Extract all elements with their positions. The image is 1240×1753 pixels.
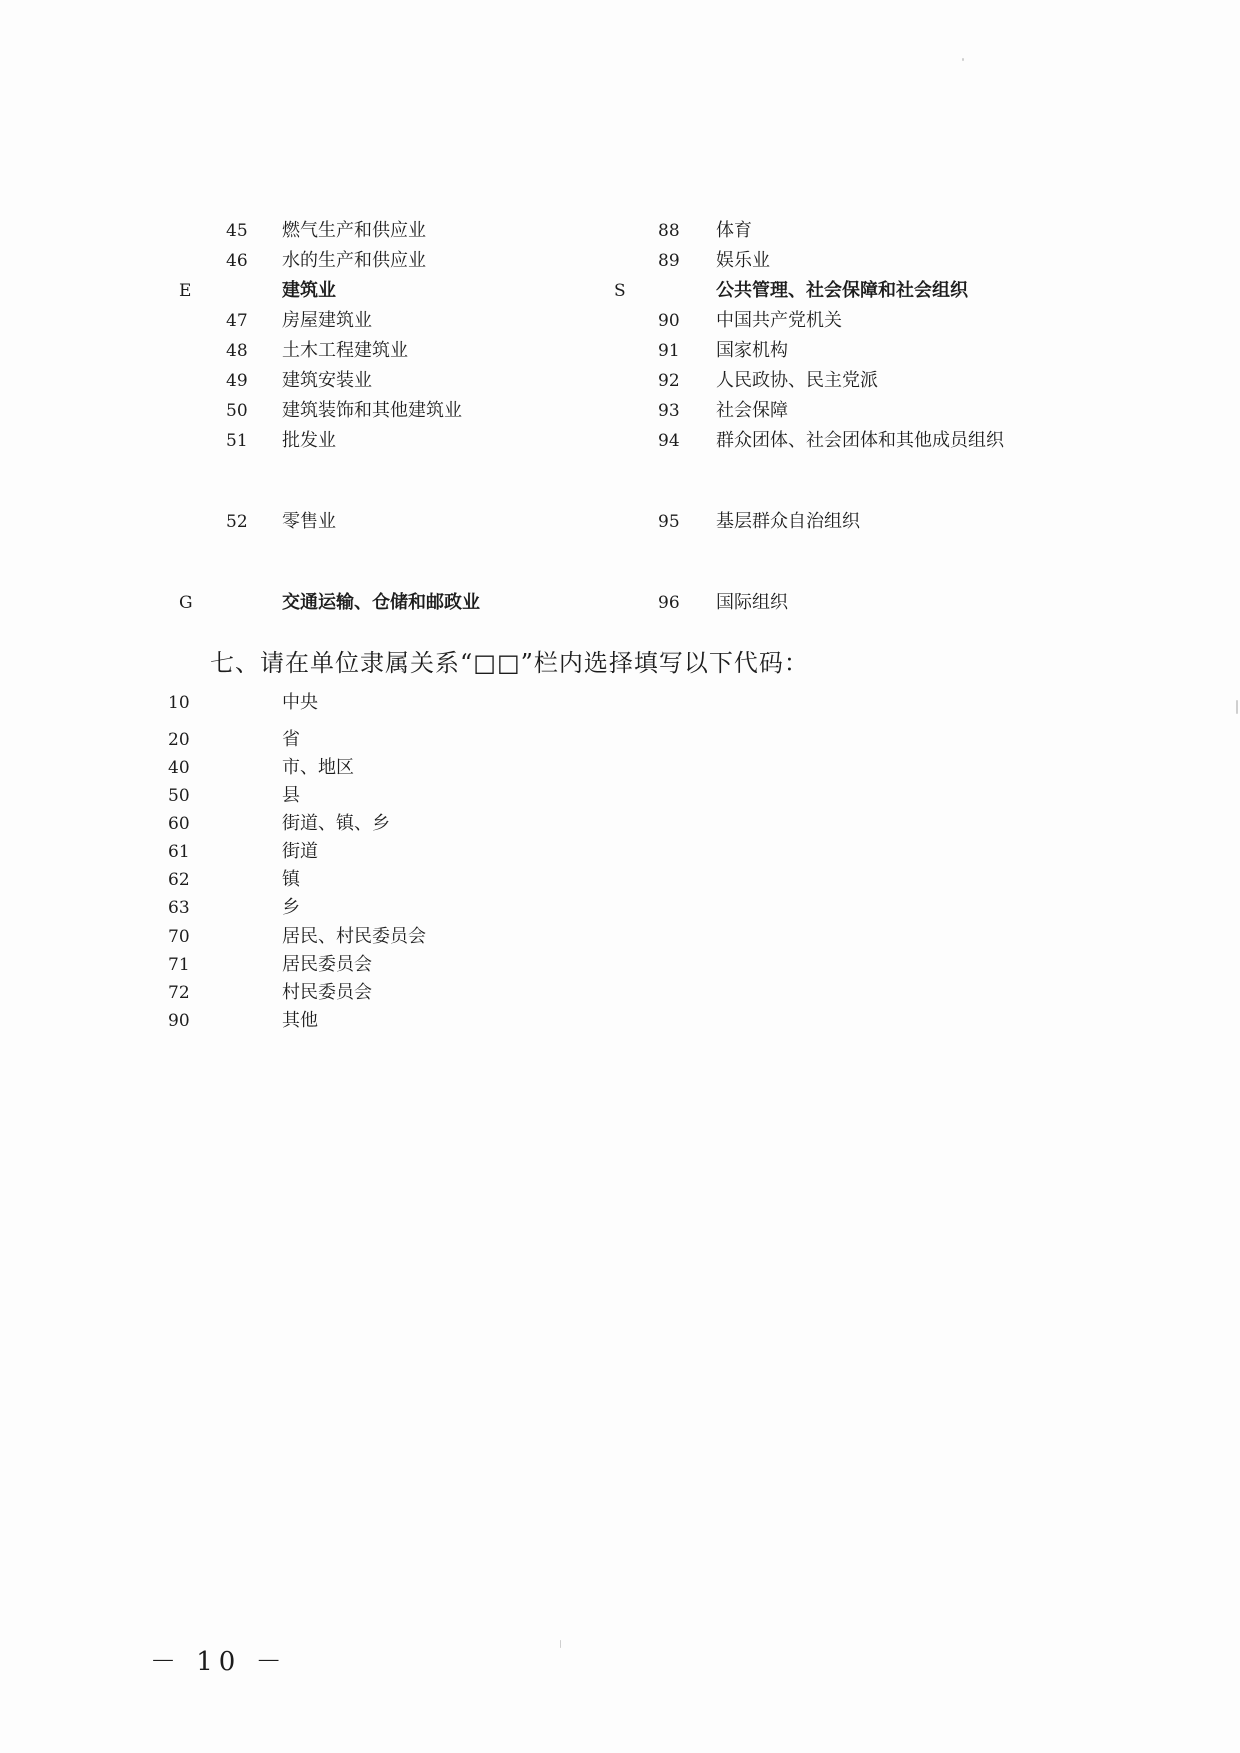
affiliation-name: 街道、镇、乡: [282, 813, 390, 834]
affiliation-code: 60: [168, 814, 190, 834]
affiliation-code: 20: [168, 730, 190, 750]
industry-name: 中国共产党机关: [716, 310, 842, 331]
affiliation-name: 其他: [282, 1010, 318, 1031]
industry-section-letter: G: [179, 593, 193, 613]
affiliation-name: 居民、村民委员会: [282, 926, 426, 947]
industry-name: 人民政协、民主党派: [716, 370, 878, 391]
industry-name: 批发业: [282, 430, 336, 451]
affiliation-code: 10: [168, 693, 190, 713]
industry-code: 45: [226, 221, 248, 241]
industry-name: 建筑装饰和其他建筑业: [282, 400, 462, 421]
industry-section-letter: S: [614, 281, 626, 301]
industry-code: 93: [658, 401, 680, 421]
industry-code: 96: [658, 593, 680, 613]
industry-code: 48: [226, 341, 248, 361]
industry-code: 52: [226, 512, 248, 532]
scan-speck: [560, 1640, 561, 1648]
affiliation-name: 中央: [282, 692, 318, 713]
affiliation-code: 61: [168, 842, 190, 862]
industry-code: 47: [226, 311, 248, 331]
industry-section-name: 交通运输、仓储和邮政业: [282, 592, 480, 613]
industry-code: 91: [658, 341, 680, 361]
affiliation-code: 72: [168, 983, 190, 1003]
industry-code: 92: [658, 371, 680, 391]
affiliation-name: 省: [282, 729, 300, 750]
industry-name: 水的生产和供应业: [282, 250, 426, 271]
industry-name: 建筑安装业: [282, 370, 372, 391]
industry-name: 群众团体、社会团体和其他成员组织: [716, 430, 1004, 451]
affiliation-code: 70: [168, 927, 190, 947]
affiliation-name: 街道: [282, 841, 318, 862]
affiliation-code: 90: [168, 1011, 190, 1031]
industry-code: 49: [226, 371, 248, 391]
affiliation-code: 63: [168, 898, 190, 918]
page-number: － 10 －: [150, 1647, 288, 1677]
affiliation-name: 市、地区: [282, 757, 354, 778]
affiliation-code: 40: [168, 758, 190, 778]
affiliation-code: 50: [168, 786, 190, 806]
section-7-heading: 七、请在单位隶属关系“□□”栏内选择填写以下代码：: [210, 649, 809, 677]
industry-name: 社会保障: [716, 400, 788, 421]
scan-speck: [1236, 700, 1238, 714]
industry-code: 51: [226, 431, 248, 451]
industry-name: 燃气生产和供应业: [282, 220, 426, 241]
industry-name: 基层群众自治组织: [716, 511, 860, 532]
industry-code: 95: [658, 512, 680, 532]
industry-name: 零售业: [282, 511, 336, 532]
industry-name: 房屋建筑业: [282, 310, 372, 331]
scan-speck: [962, 58, 964, 61]
industry-name: 体育: [716, 220, 752, 241]
affiliation-name: 居民委员会: [282, 954, 372, 975]
industry-code: 46: [226, 251, 248, 271]
industry-name: 国际组织: [716, 592, 788, 613]
industry-name: 土木工程建筑业: [282, 340, 408, 361]
industry-name: 国家机构: [716, 340, 788, 361]
affiliation-name: 县: [282, 785, 300, 806]
industry-code: 88: [658, 221, 680, 241]
industry-section-name: 公共管理、社会保障和社会组织: [716, 280, 968, 301]
affiliation-name: 乡: [282, 897, 300, 918]
industry-code: 89: [658, 251, 680, 271]
industry-section-name: 建筑业: [282, 280, 336, 301]
affiliation-code: 62: [168, 870, 190, 890]
industry-section-letter: E: [179, 281, 192, 301]
affiliation-code: 71: [168, 955, 190, 975]
industry-code: 90: [658, 311, 680, 331]
industry-code: 50: [226, 401, 248, 421]
industry-name: 娱乐业: [716, 250, 770, 271]
affiliation-name: 村民委员会: [282, 982, 372, 1003]
industry-code: 94: [658, 431, 680, 451]
affiliation-name: 镇: [282, 869, 300, 890]
